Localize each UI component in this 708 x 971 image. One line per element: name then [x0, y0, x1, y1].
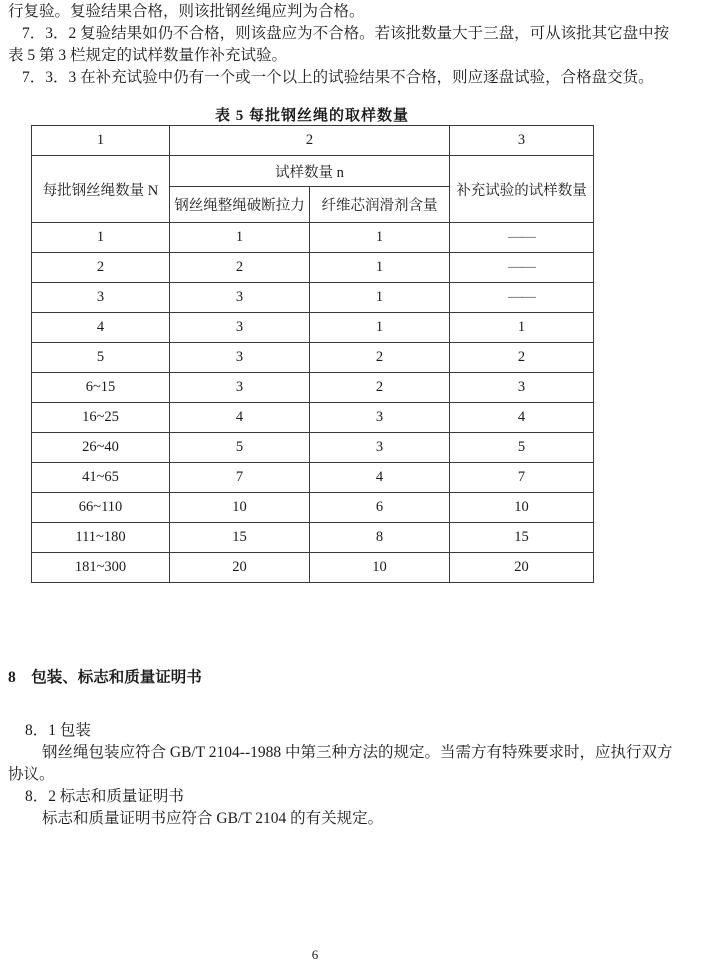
cell-supplementary: 15 — [450, 523, 594, 553]
header-lubricant-content: 纤维芯润滑剂含量 — [310, 187, 450, 223]
sampling-quantity-table — [31, 125, 594, 583]
top-paragraph-block — [8, 1, 704, 89]
clause-7-3-3: 7．3．3 在补充试验中仍有一个或一个以上的试验结果不合格，则应逐盘试验，合格盘交货。 — [22, 69, 654, 86]
cell-lubricant: 1 — [310, 253, 450, 283]
header-batch-qty: 每批钢丝绳数量 N — [32, 156, 170, 223]
cell-batch: 5 — [32, 343, 170, 373]
cell-lubricant: 4 — [310, 463, 450, 493]
column-number-row — [32, 126, 594, 156]
cell-breaking: 15 — [170, 523, 310, 553]
cell-lubricant: 1 — [310, 283, 450, 313]
cell-lubricant: 3 — [310, 433, 450, 463]
cell-breaking: 1 — [170, 223, 310, 253]
table-row — [32, 523, 594, 553]
cell-batch: 1 — [32, 223, 170, 253]
cell-breaking: 3 — [170, 283, 310, 313]
cell-batch: 16~25 — [32, 403, 170, 433]
cell-breaking: 2 — [170, 253, 310, 283]
table-row — [32, 373, 594, 403]
table-row — [32, 553, 594, 583]
cell-breaking: 5 — [170, 433, 310, 463]
section-8-1-body-line1: 钢丝绳包装应符合 GB/T 2104--1988 中第三种方法的规定。当需方有特殊要求时，应执行双方 — [42, 744, 673, 761]
clause-7-3-2-line1: 7．3．2 复验结果如仍不合格，则该盘应为不合格。若该批数量大于三盘，可从该批其它盘中按 — [22, 25, 670, 42]
col-number-1: 1 — [32, 126, 170, 156]
cell-breaking: 3 — [170, 373, 310, 403]
table-row — [32, 463, 594, 493]
col-number-2: 2 — [170, 126, 450, 156]
cell-lubricant: 3 — [310, 403, 450, 433]
table-row — [32, 253, 594, 283]
clause-7-3-2-line2: 表 5 第 3 栏规定的试样数量作补充试验。 — [8, 47, 288, 64]
page-number: 6 — [311, 947, 319, 962]
cell-supplementary: 20 — [450, 553, 594, 583]
cell-lubricant: 1 — [310, 313, 450, 343]
section-8-heading: 8 包装、标志和质量证明书 — [8, 669, 202, 686]
cell-breaking: 3 — [170, 313, 310, 343]
cell-lubricant: 10 — [310, 553, 450, 583]
cell-breaking: 20 — [170, 553, 310, 583]
section-8-1-body-line2: 协议。 — [8, 766, 55, 783]
cell-batch: 66~110 — [32, 493, 170, 523]
cell-lubricant: 8 — [310, 523, 450, 553]
cell-supplementary: —— — [450, 223, 594, 253]
cell-supplementary: 3 — [450, 373, 594, 403]
table-row — [32, 313, 594, 343]
section-8-1-title: 8．1 包装 — [25, 722, 91, 739]
table-row — [32, 223, 594, 253]
table-row — [32, 493, 594, 523]
header-breaking-force: 钢丝绳整绳破断拉力 — [170, 187, 310, 223]
section-8-block — [8, 667, 704, 830]
paragraph-line: 行复验。复验结果合格，则该批钢丝绳应判为合格。 — [8, 3, 365, 20]
section-8-2-body: 标志和质量证明书应符合 GB/T 2104 的有关规定。 — [42, 810, 384, 827]
cell-lubricant: 2 — [310, 373, 450, 403]
cell-breaking: 3 — [170, 343, 310, 373]
table-row — [32, 343, 594, 373]
cell-supplementary: —— — [450, 283, 594, 313]
table-row — [32, 433, 594, 463]
col-number-3: 3 — [450, 126, 594, 156]
cell-supplementary: 5 — [450, 433, 594, 463]
cell-supplementary: 2 — [450, 343, 594, 373]
cell-batch: 111~180 — [32, 523, 170, 553]
table-row — [32, 403, 594, 433]
cell-lubricant: 1 — [310, 223, 450, 253]
cell-supplementary: 10 — [450, 493, 594, 523]
table-row — [32, 283, 594, 313]
cell-supplementary: 7 — [450, 463, 594, 493]
section-8-2-title: 8．2 标志和质量证明书 — [25, 788, 184, 805]
header-row-1 — [32, 156, 594, 187]
header-supplementary: 补充试验的试样数量 — [450, 156, 594, 223]
header-sample-qty: 试样数量 n — [170, 156, 450, 187]
cell-supplementary: —— — [450, 253, 594, 283]
cell-supplementary: 4 — [450, 403, 594, 433]
cell-batch: 181~300 — [32, 553, 170, 583]
cell-batch: 4 — [32, 313, 170, 343]
cell-breaking: 4 — [170, 403, 310, 433]
cell-breaking: 7 — [170, 463, 310, 493]
cell-batch: 6~15 — [32, 373, 170, 403]
cell-lubricant: 2 — [310, 343, 450, 373]
table-title: 表 5 每批钢丝绳的取样数量 — [214, 108, 409, 124]
cell-breaking: 10 — [170, 493, 310, 523]
cell-supplementary: 1 — [450, 313, 594, 343]
cell-batch: 26~40 — [32, 433, 170, 463]
cell-batch: 3 — [32, 283, 170, 313]
cell-batch: 41~65 — [32, 463, 170, 493]
cell-batch: 2 — [32, 253, 170, 283]
cell-lubricant: 6 — [310, 493, 450, 523]
